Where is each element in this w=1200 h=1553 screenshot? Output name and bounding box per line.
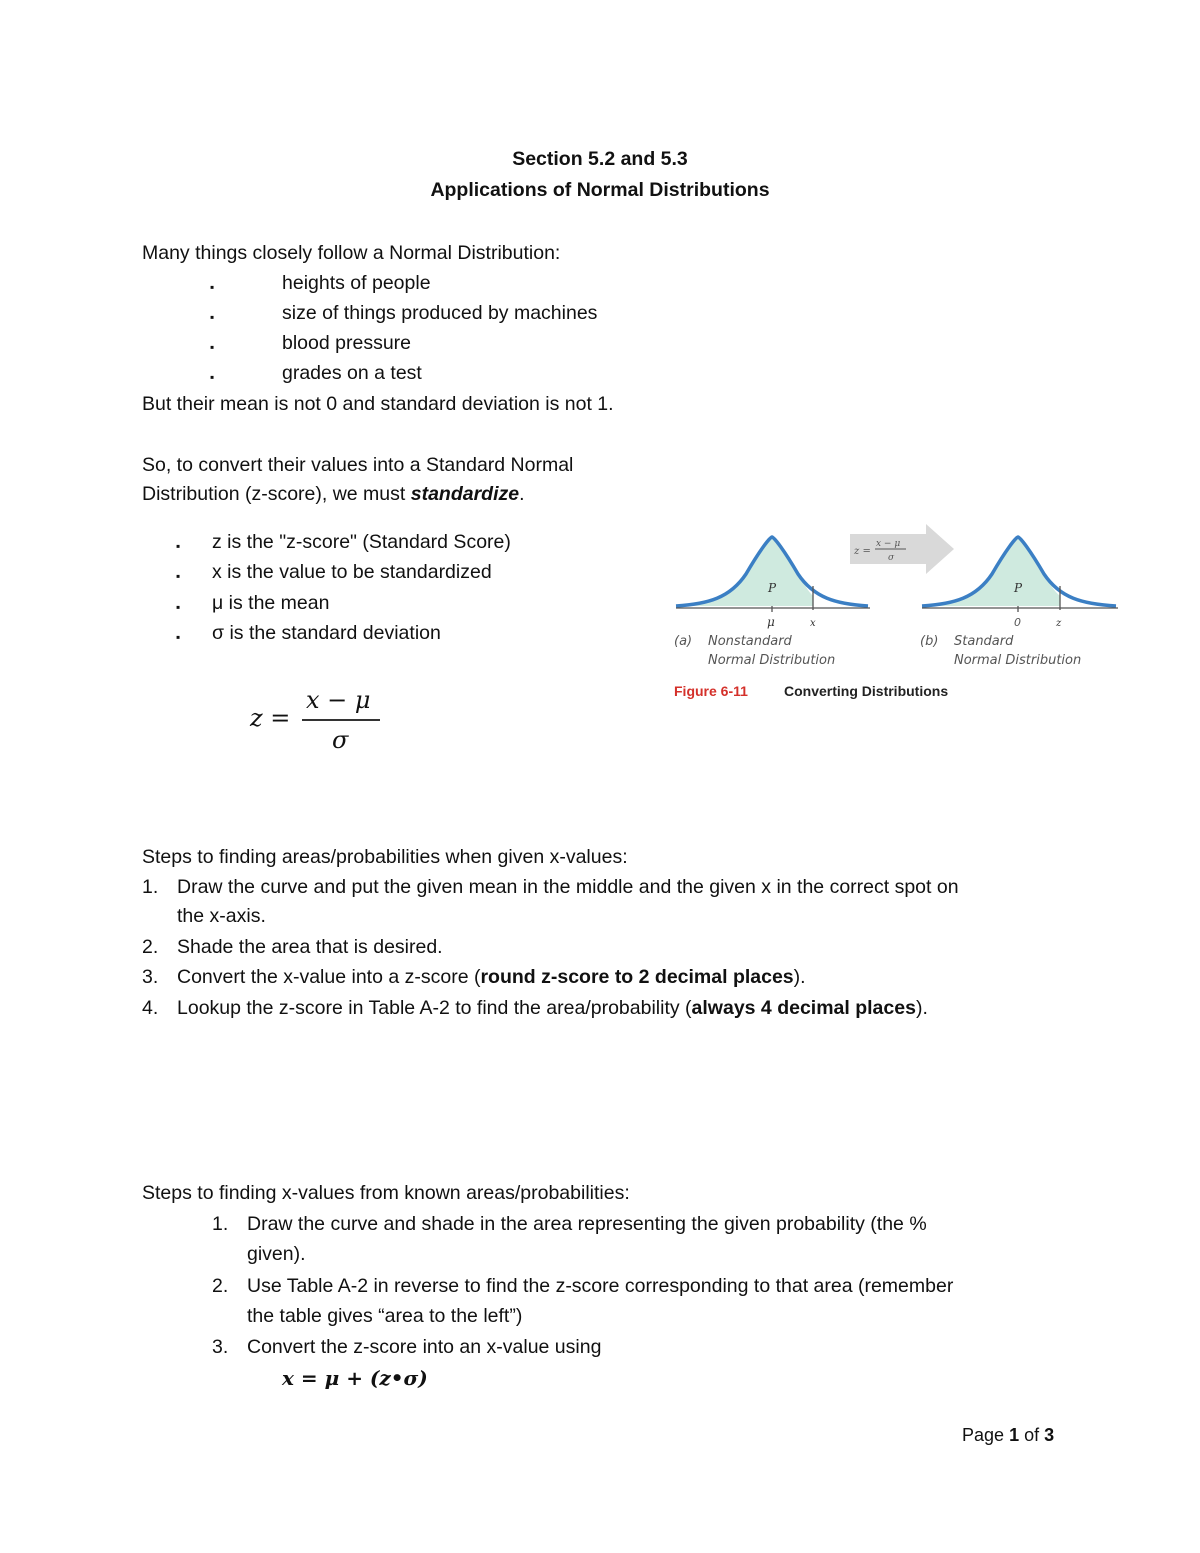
definition-item: x is the value to be standardized: [212, 561, 492, 583]
formula-numerator: x − μ: [306, 686, 371, 714]
arrow-z-label: z =: [854, 546, 871, 557]
area-step-1-line-2: given).: [247, 1243, 306, 1265]
bullet-icon: ▪: [176, 569, 181, 583]
left-caption-1: Nonstandard: [708, 634, 792, 649]
page-number: Page 1 of 3: [962, 1425, 1055, 1445]
page-subtitle: Applications of Normal Distributions: [430, 179, 770, 201]
left-x-label: x: [810, 618, 816, 629]
right-p-label: P: [1014, 581, 1023, 595]
step-number: 3.: [212, 1336, 229, 1358]
steps-x-heading: Steps to finding areas/probabilities when given x-values:: [142, 846, 628, 868]
intro-caveat: But their mean is not 0 and standard deviation is not 1.: [142, 393, 614, 415]
bullet-icon: ▪: [176, 539, 181, 553]
area-step-3-text: Convert the z-score into an x-value using: [247, 1336, 602, 1358]
right-caption-1: Standard: [954, 634, 1014, 649]
bullet-icon: ▪: [210, 280, 215, 294]
intro-item: blood pressure: [282, 332, 411, 354]
formula-fraction-bar: [302, 719, 380, 721]
arrow-denominator: σ: [888, 553, 895, 563]
left-mu-label: μ: [767, 615, 775, 629]
area-step-2-line-2: the table gives “area to the left”): [247, 1305, 523, 1327]
bullet-icon: ▪: [176, 600, 181, 614]
figure-title: Converting Distributions: [784, 683, 949, 699]
left-p-label: P: [768, 581, 777, 595]
intro-lead: Many things closely follow a Normal Distribution:: [142, 242, 561, 264]
step-number: 1.: [212, 1213, 229, 1235]
definition-item: μ is the mean: [212, 592, 330, 614]
page-title: Section 5.2 and 5.3: [512, 148, 688, 170]
step-number: 4.: [142, 997, 159, 1019]
bullet-icon: ▪: [210, 310, 215, 324]
right-caption-2: Normal Distribution: [954, 653, 1082, 668]
steps-area-heading: Steps to finding x-values from known areas/probabilities:: [142, 1182, 630, 1204]
bullet-icon: ▪: [176, 630, 181, 644]
area-step-1-line-1: Draw the curve and shade in the area representing the given probability (the %: [247, 1213, 927, 1235]
step-number: 1.: [142, 876, 159, 898]
formula-denominator: σ: [332, 726, 349, 754]
step-1-line-2: the x-axis.: [177, 905, 266, 927]
right-z-label: z: [1056, 618, 1062, 629]
bullet-icon: ▪: [210, 340, 215, 354]
intro-item: grades on a test: [282, 362, 422, 384]
right-tag: (b): [920, 634, 939, 649]
intro-item: size of things produced by machines: [282, 302, 598, 324]
definition-item: z is the "z-score" (Standard Score): [212, 531, 511, 553]
step-number: 2.: [212, 1275, 229, 1297]
step-number: 2.: [142, 936, 159, 958]
formula-lhs: z =: [250, 704, 291, 732]
step-3-text: Convert the x-value into a z-score (round z-score to 2 decimal places).: [177, 966, 806, 988]
left-shaded-area: [676, 537, 813, 606]
definition-item: σ is the standard deviation: [212, 622, 441, 644]
step-number: 3.: [142, 966, 159, 988]
converting-distributions-figure: [668, 520, 1128, 710]
step-2-text: Shade the area that is desired.: [177, 936, 443, 958]
standardize-line-1: So, to convert their values into a Standard Normal: [142, 454, 574, 476]
figure-label: Figure 6-11: [674, 683, 748, 699]
x-value-formula: x = μ + (z•σ): [282, 1366, 428, 1390]
arrow-numerator: x − μ: [876, 539, 901, 549]
standardize-line-2: Distribution (z-score), we must standardize.: [142, 483, 525, 505]
right-zero-label: 0: [1014, 616, 1021, 629]
standardize-emphasis: standardize: [410, 483, 520, 505]
left-caption-2: Normal Distribution: [708, 653, 836, 668]
area-step-2-line-1: Use Table A-2 in reverse to find the z-score corresponding to that area (remember: [247, 1275, 954, 1297]
step-1-line-1: Draw the curve and put the given mean in the middle and the given x in the correct spot on: [177, 876, 959, 898]
bullet-icon: ▪: [210, 370, 215, 384]
figure-svg: [668, 520, 1128, 710]
intro-item: heights of people: [282, 272, 431, 294]
step-4-text: Lookup the z-score in Table A-2 to find the area/probability (always 4 decimal places).: [177, 997, 928, 1019]
left-tag: (a): [674, 634, 693, 649]
